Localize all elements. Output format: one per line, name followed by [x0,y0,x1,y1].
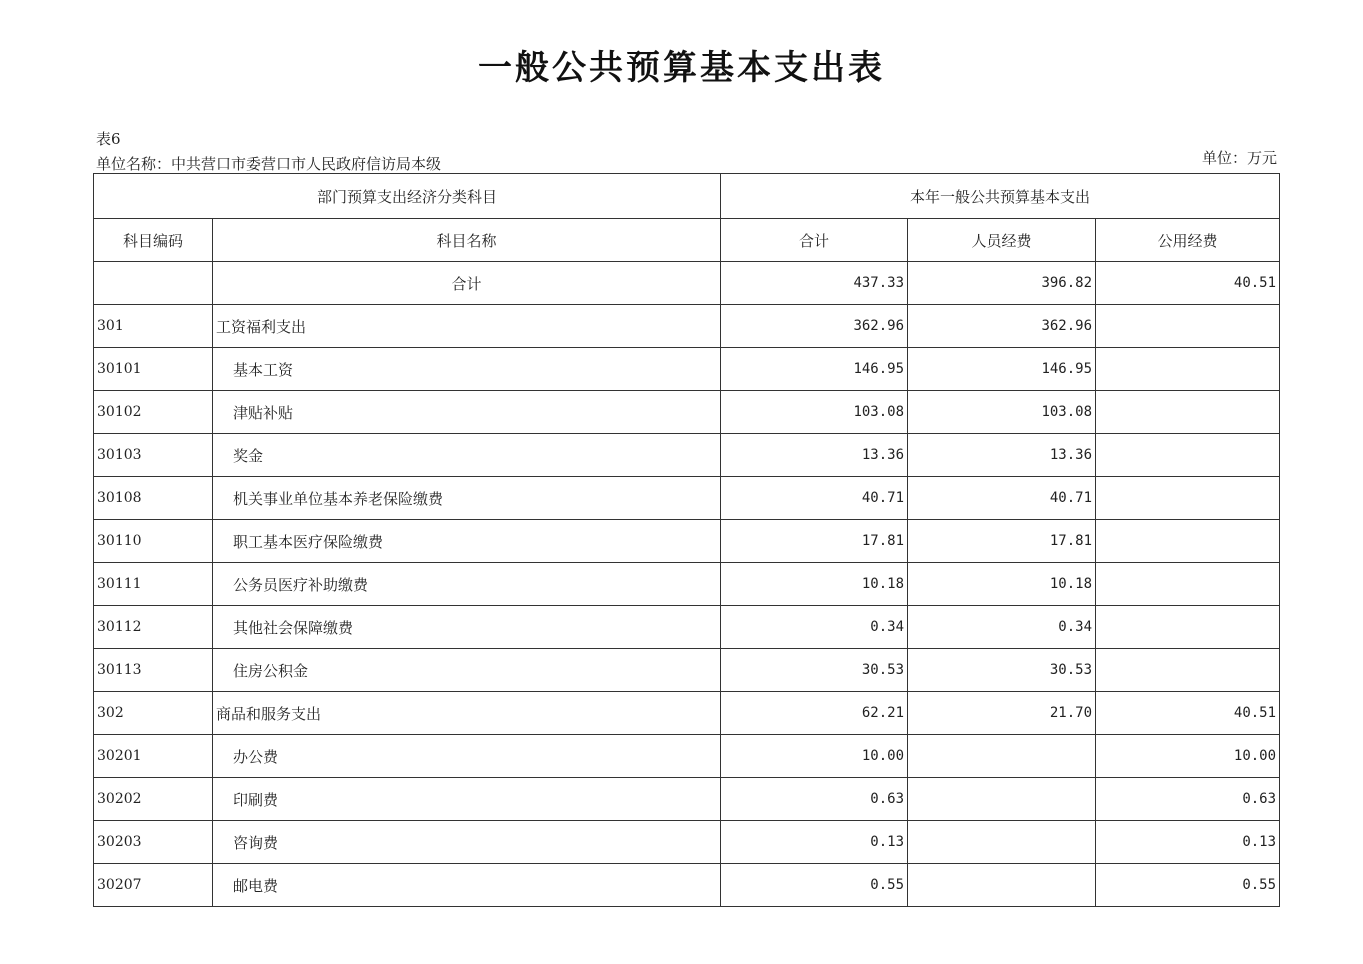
row-code: 30110 [94,520,213,563]
row-name: 职工基本医疗保险缴费 [213,520,721,563]
row-public [1096,606,1280,649]
header-column-row [94,219,1280,262]
header-personnel: 人员经费 [908,219,1096,262]
row-personnel [908,735,1096,778]
row-code: 30101 [94,348,213,391]
row-personnel: 17.81 [908,520,1096,563]
row-personnel [908,778,1096,821]
row-name: 津贴补贴 [213,391,721,434]
row-code: 30108 [94,477,213,520]
table-row [94,692,1280,735]
row-public [1096,477,1280,520]
row-total: 146.95 [721,348,908,391]
row-public [1096,348,1280,391]
table-row [94,649,1280,692]
row-public [1096,391,1280,434]
row-name: 住房公积金 [213,649,721,692]
row-code: 30207 [94,864,213,907]
table-row [94,606,1280,649]
table-number: 表6 [96,130,121,148]
row-personnel [908,821,1096,864]
row-public: 0.13 [1096,821,1280,864]
basic-expenditure-table [93,173,1280,907]
row-name: 印刷费 [213,778,721,821]
row-public [1096,649,1280,692]
row-code: 30201 [94,735,213,778]
header-group-row [94,174,1280,219]
row-name: 公务员医疗补助缴费 [213,563,721,606]
header-total: 合计 [721,219,908,262]
row-name: 邮电费 [213,864,721,907]
total-row-public: 40.51 [1096,262,1280,305]
row-total: 10.18 [721,563,908,606]
row-personnel: 10.18 [908,563,1096,606]
row-public: 40.51 [1096,692,1280,735]
table-row [94,305,1280,348]
table-row [94,778,1280,821]
row-total: 30.53 [721,649,908,692]
row-public [1096,520,1280,563]
header-public: 公用经费 [1096,219,1280,262]
table-row [94,563,1280,606]
row-code: 30203 [94,821,213,864]
row-code: 302 [94,692,213,735]
row-total: 13.36 [721,434,908,477]
row-total: 10.00 [721,735,908,778]
row-name: 办公费 [213,735,721,778]
row-total: 40.71 [721,477,908,520]
row-personnel: 30.53 [908,649,1096,692]
row-code: 30112 [94,606,213,649]
row-total: 0.34 [721,606,908,649]
row-public [1096,305,1280,348]
row-total: 17.81 [721,520,908,563]
row-public [1096,563,1280,606]
row-personnel [908,864,1096,907]
row-total: 0.63 [721,778,908,821]
row-total: 62.21 [721,692,908,735]
row-total: 103.08 [721,391,908,434]
table-row [94,391,1280,434]
row-code: 301 [94,305,213,348]
page-title: 一般公共预算基本支出表 [478,48,885,88]
row-name: 商品和服务支出 [213,692,721,735]
row-total: 0.13 [721,821,908,864]
currency-unit-label: 单位：万元 [1201,149,1277,167]
row-code: 30111 [94,563,213,606]
row-name: 基本工资 [213,348,721,391]
row-total: 362.96 [721,305,908,348]
row-total: 0.55 [721,864,908,907]
total-row-total: 437.33 [721,262,908,305]
row-personnel: 362.96 [908,305,1096,348]
header-group-left: 部门预算支出经济分类科目 [94,174,721,219]
row-personnel: 40.71 [908,477,1096,520]
table-row [94,821,1280,864]
row-public [1096,434,1280,477]
row-code: 30113 [94,649,213,692]
row-public: 0.55 [1096,864,1280,907]
table-row [94,348,1280,391]
table-row [94,864,1280,907]
row-name: 工资福利支出 [213,305,721,348]
row-personnel: 21.70 [908,692,1096,735]
total-row-code [94,262,213,305]
row-code: 30202 [94,778,213,821]
header-name: 科目名称 [213,219,721,262]
table-row [94,735,1280,778]
table-row [94,434,1280,477]
header-group-right: 本年一般公共预算基本支出 [721,174,1280,219]
row-public: 0.63 [1096,778,1280,821]
row-personnel: 103.08 [908,391,1096,434]
row-name: 奖金 [213,434,721,477]
table-row [94,520,1280,563]
row-name: 咨询费 [213,821,721,864]
row-name: 其他社会保障缴费 [213,606,721,649]
table-row [94,477,1280,520]
row-personnel: 146.95 [908,348,1096,391]
unit-name-label: 单位名称：中共营口市委营口市人民政府信访局本级 [96,155,442,173]
row-personnel: 0.34 [908,606,1096,649]
total-row-label: 合计 [213,262,721,305]
row-personnel: 13.36 [908,434,1096,477]
row-name: 机关事业单位基本养老保险缴费 [213,477,721,520]
total-row [94,262,1280,305]
row-code: 30102 [94,391,213,434]
row-public: 10.00 [1096,735,1280,778]
total-row-personnel: 396.82 [908,262,1096,305]
header-code: 科目编码 [94,219,213,262]
row-code: 30103 [94,434,213,477]
